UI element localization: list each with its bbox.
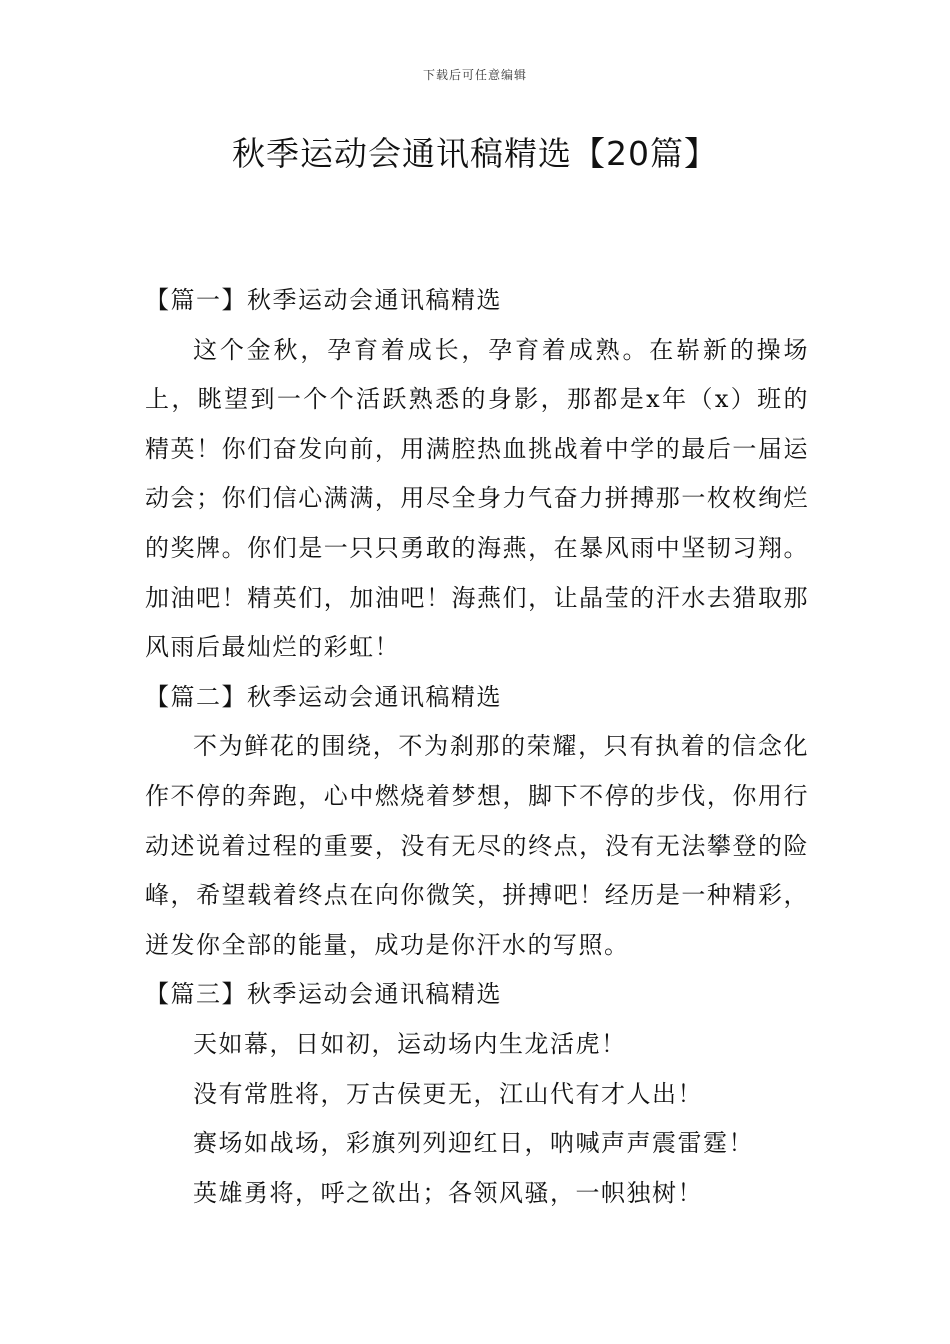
header-note: 下载后可任意编辑 [422, 68, 527, 82]
poem-line: 赛场如战场，彩旗列列迎红日，呐喊声声震雷霆！ [193, 1129, 754, 1158]
poem-line: 天如幕，日如初，运动场内生龙活虎！ [193, 1029, 627, 1058]
section-paragraph: 不为鲜花的围绕，不为刹那的荣耀，只有执着的信念化作不停的奔跑，心中燃烧着梦想，脚下不停的步伐，你用行动述说着过程的重要，没有无尽的终点，没有无法攀登的险峰，希望载着终点在向你微笑，拼搏吧！经历是一种精彩，迸发你全部的能量，成功是你汗水的写照。 [145, 732, 809, 959]
section-3 [145, 970, 809, 1218]
poem-line: 英雄勇将，呼之欲出；各领风骚，一帜独树！ [193, 1178, 703, 1207]
section-heading: 【篇一】秋季运动会通讯稿精选 [145, 286, 502, 314]
document-title: 秋季运动会通讯稿精选【20篇】 [232, 134, 718, 173]
document-body [145, 276, 809, 1218]
poem-line: 没有常胜将，万古侯更无，江山代有才人出！ [193, 1079, 703, 1108]
section-paragraph: 这个金秋，孕育着成长，孕育着成熟。在崭新的操场上，眺望到一个个活跃熟悉的身影，那都是x年（x）班的精英！你们奋发向前，用满腔热血挑战着中学的最后一届运动会；你们信心满满，用尽全身力气奋力拼搏那一枚枚绚烂的奖牌。你们是一只只勇敢的海燕，在暴风雨中坚韧习翔。加油吧！精英们，加油吧！海燕们，让晶莹的汗水去猎取那风雨后最灿烂的彩虹！ [145, 335, 809, 662]
section-heading: 【篇三】秋季运动会通讯稿精选 [145, 980, 502, 1009]
section-2 [145, 673, 809, 971]
section-1 [145, 276, 809, 673]
section-heading: 【篇二】秋季运动会通讯稿精选 [145, 682, 502, 711]
